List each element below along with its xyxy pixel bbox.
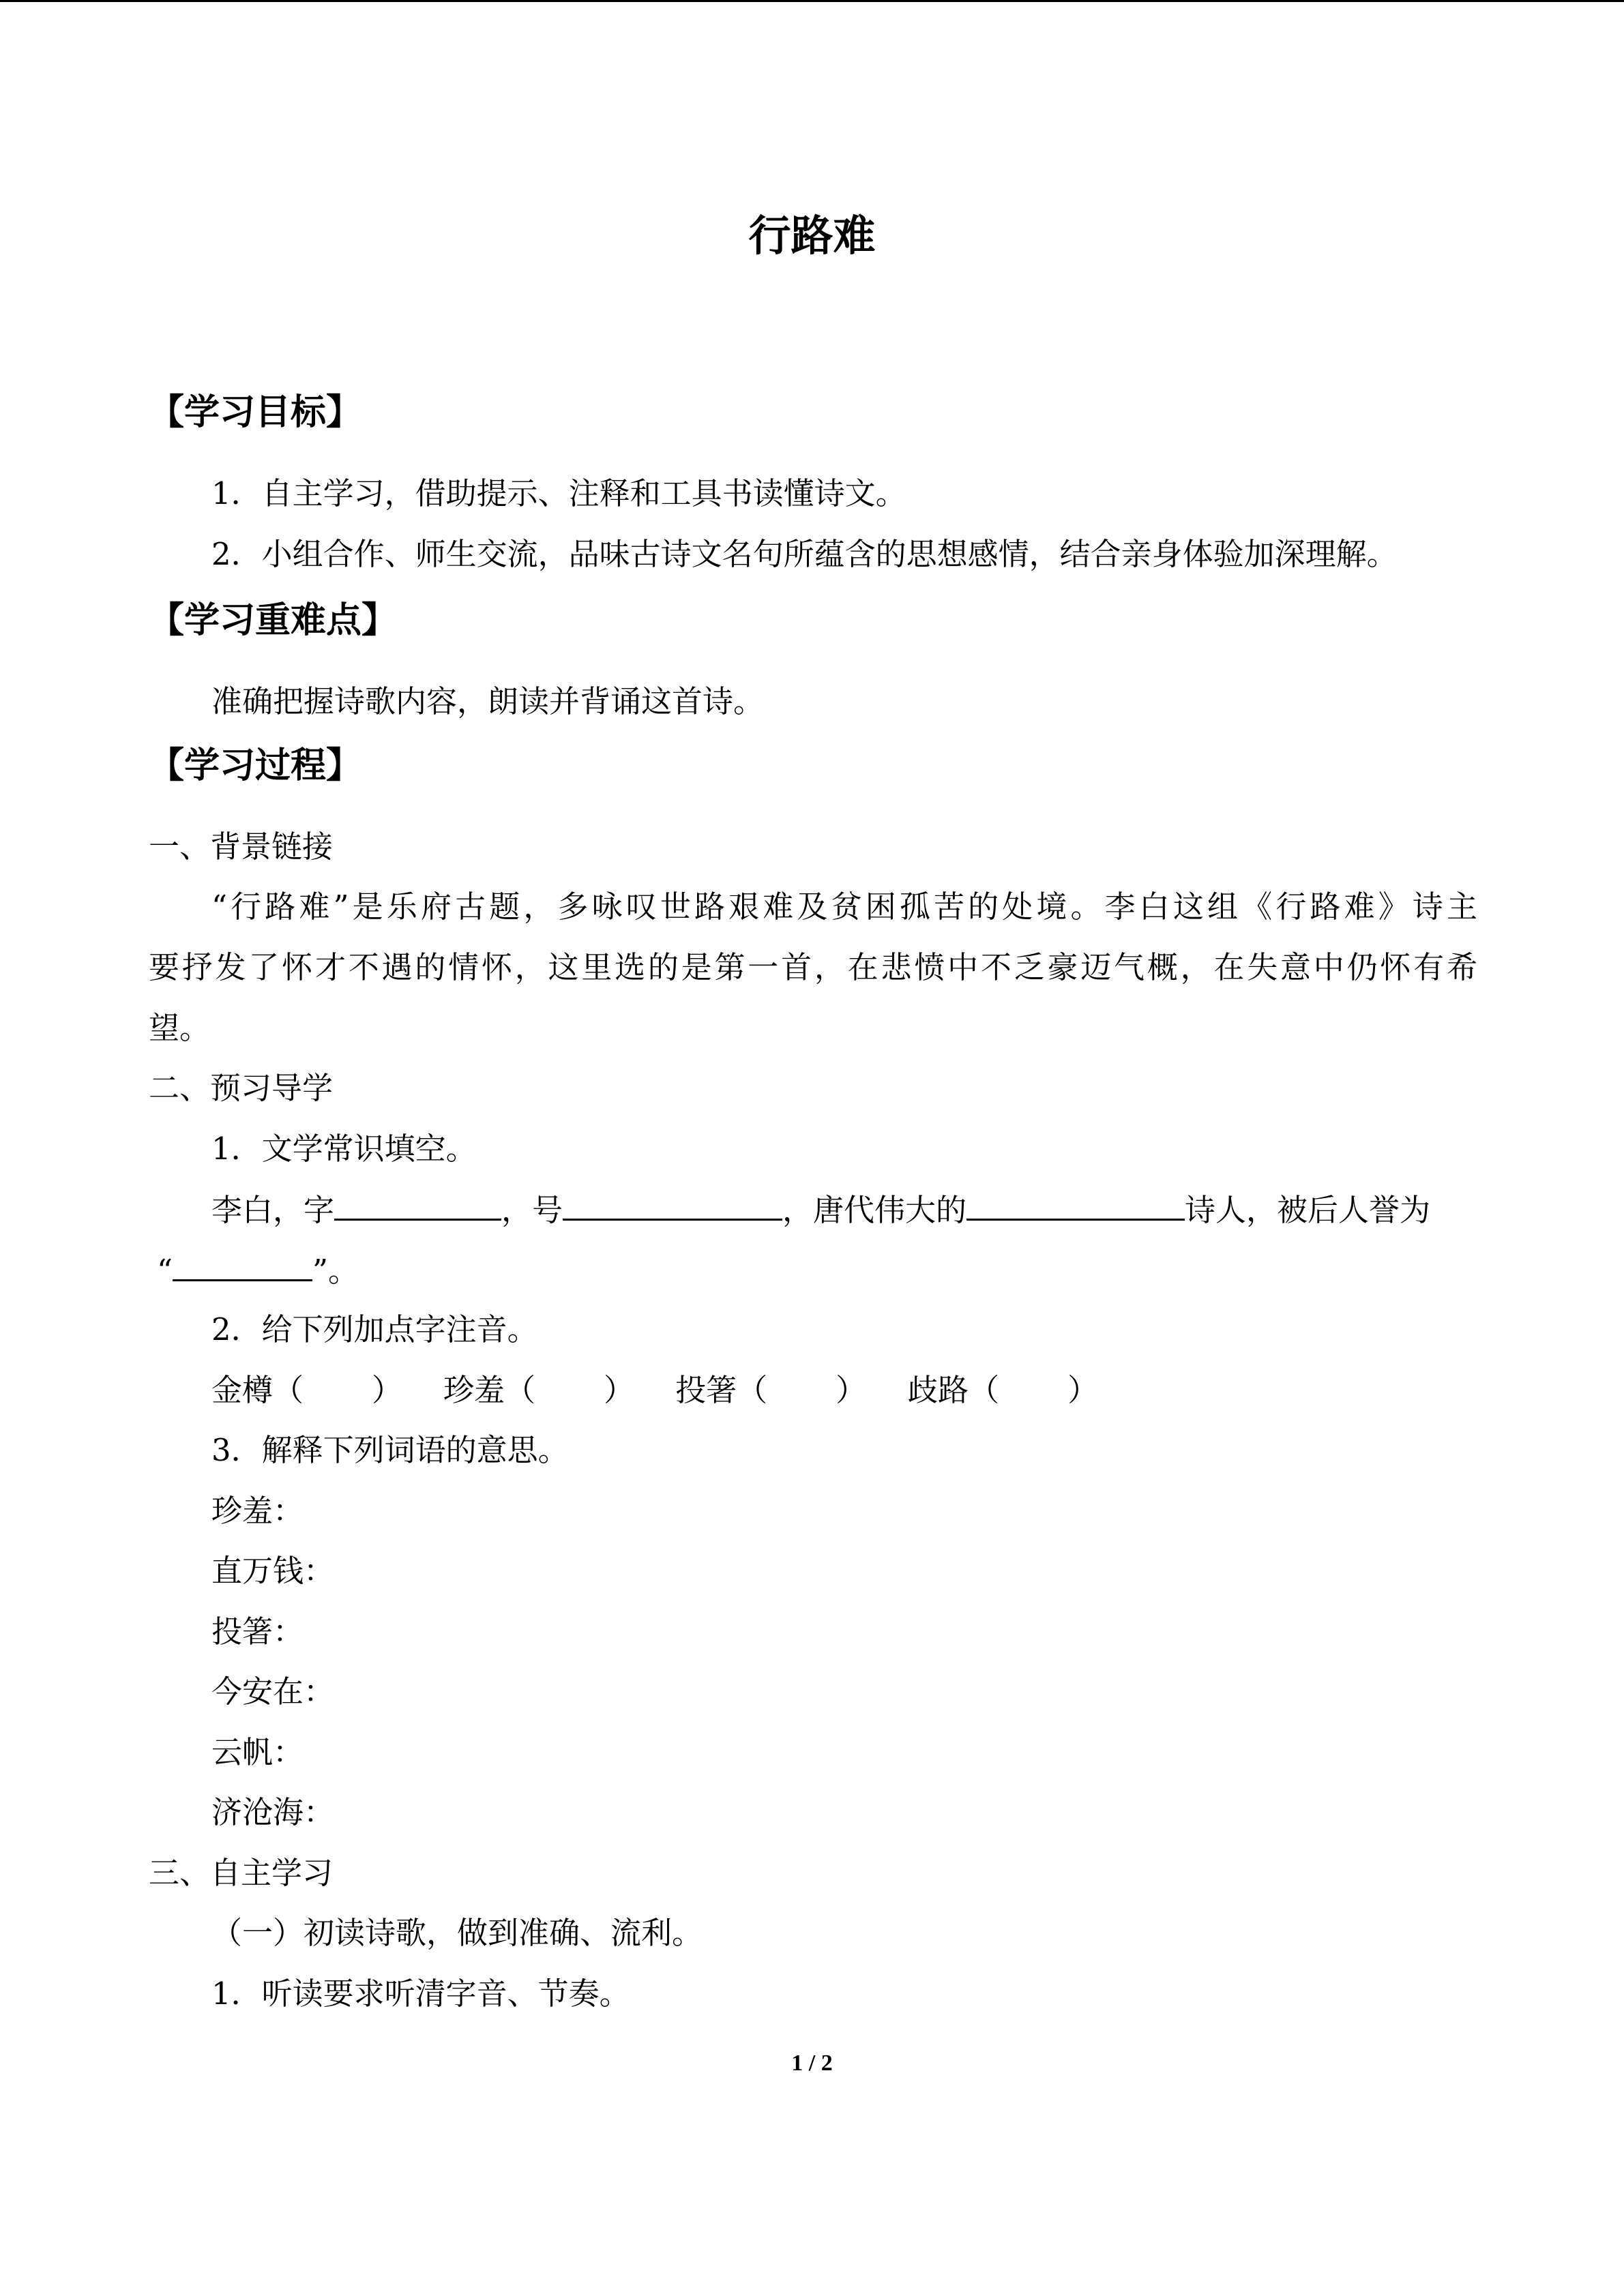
- close-quote: ”。: [312, 1253, 359, 1289]
- q1-segment-alias: ，号: [501, 1192, 563, 1228]
- close-paren-4: ）: [1067, 1372, 1099, 1408]
- pinyin-row: [211, 1370, 1098, 1411]
- term-zhenxiu: 珍羞：: [211, 1493, 304, 1529]
- blank-poet-type[interactable]: [966, 1189, 1185, 1221]
- q1-segment-praised: 诗人，被后人誉为: [1185, 1192, 1431, 1228]
- part2-heading: 二、预习导学: [149, 1070, 334, 1106]
- part3-item1: 1．听读要求听清字音、节奏。: [211, 1976, 630, 2012]
- q2-heading: 2．给下列加点字注音。: [211, 1311, 538, 1347]
- blank-honorific[interactable]: [173, 1249, 312, 1281]
- q1-segment-dynasty: ，唐代伟大的: [782, 1192, 967, 1228]
- part3-heading: 三、自主学习: [149, 1855, 334, 1891]
- goal-item-2: 2．小组合作、师生交流，品味古诗文名句所蕴含的思想感情，结合亲身体验加深理解。: [211, 536, 1398, 572]
- heading-key-points: 【学习重难点】: [149, 600, 398, 641]
- blank-courtesy-name[interactable]: [334, 1189, 501, 1221]
- term-zhiwanqian: 直万钱：: [211, 1553, 335, 1589]
- pinyin-word-zhenxiu: 珍羞（: [443, 1372, 536, 1408]
- open-quote: “: [157, 1253, 173, 1289]
- key-points-text: 准确把握诗歌内容，朗读并背诵这首诗。: [211, 683, 765, 719]
- term-jicanghai: 济沧海：: [211, 1794, 335, 1830]
- close-paren-1: ）: [372, 1372, 403, 1408]
- q1-segment-name: 李白，字: [211, 1192, 335, 1228]
- goal-item-1: 1．自主学习，借助提示、注释和工具书读懂诗文。: [211, 475, 906, 511]
- term-touzhu: 投箸：: [211, 1613, 304, 1650]
- background-line-3: 望。: [149, 1010, 211, 1046]
- term-jinanzai: 今安在：: [211, 1673, 335, 1710]
- close-paren-3: ）: [836, 1372, 867, 1408]
- q3-heading: 3．解释下列词语的意思。: [211, 1432, 569, 1468]
- term-yunfan: 云帆：: [211, 1734, 304, 1770]
- q1-fill-line: [211, 1189, 1430, 1231]
- close-paren-2: ）: [604, 1372, 635, 1408]
- background-line-1: “行路难”是乐府古题，多咏叹世路艰难及贫困孤苦的处境。李白这组《行路难》诗主: [211, 889, 1477, 925]
- q1-heading: 1．文学常识填空。: [211, 1131, 477, 1167]
- page-title: 行路难: [748, 211, 876, 260]
- part1-heading: 一、背景链接: [149, 829, 334, 865]
- blank-art-name[interactable]: [563, 1189, 782, 1221]
- part3-sub1: （一）初读诗歌，做到准确、流利。: [211, 1915, 703, 1951]
- heading-learning-process: 【学习过程】: [149, 745, 362, 786]
- page-number: 1 / 2: [791, 2051, 833, 2076]
- pinyin-word-jinzun: 金樽（: [211, 1372, 304, 1408]
- heading-learning-goals: 【学习目标】: [149, 392, 362, 433]
- q1-fill-line-2: [157, 1249, 359, 1292]
- pinyin-word-qilu: 歧路（: [907, 1372, 1000, 1408]
- pinyin-word-touzhu: 投箸（: [675, 1372, 768, 1408]
- background-line-2: 要抒发了怀才不遇的情怀，这里选的是第一首，在悲愤中不乏豪迈气概，在失意中仍怀有希: [149, 949, 1477, 985]
